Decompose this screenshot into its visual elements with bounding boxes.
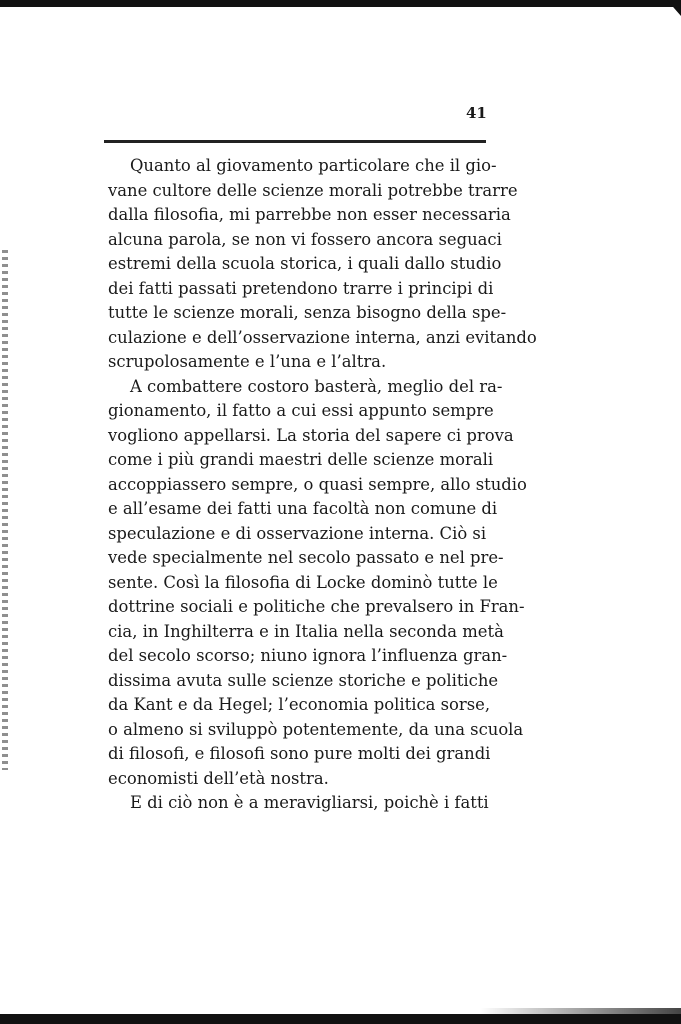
text-line: dottrine sociali e politiche che prevalsero in Fran-	[108, 597, 525, 616]
text-line: dalla filosofia, mi parrebbe non esser necessaria	[108, 205, 511, 224]
text-line: Quanto al giovamento particolare che il gio-	[130, 156, 497, 175]
text-line: speculazione e di osservazione interna. Ciò si	[108, 523, 487, 543]
text-line: scrupolosamente e l’una e l’altra.	[108, 352, 387, 371]
text-line: dei fatti passati pretendono trarre i principi di	[108, 278, 494, 298]
text-line: e all’esame dei fatti una facoltà non comune di	[108, 499, 498, 518]
text-line: o almeno si sviluppò potentemente, da una scuola	[108, 719, 524, 739]
text-line: dissima avuta sulle scienze storiche e politiche	[108, 670, 499, 690]
text-line: economisti dell’età nostra.	[108, 768, 329, 788]
text-line: A combattere costoro basterà, meglio del ra-	[130, 376, 503, 396]
scan-top-border	[0, 0, 681, 7]
text-line: tutte le scienze morali, senza bisogno della spe-	[108, 303, 507, 322]
text-line: di filosofi, e filosofi sono pure molti dei grandi	[108, 744, 491, 763]
text-line: come i più grandi maestri delle scienze morali	[108, 450, 494, 469]
text-line: accoppiassero sempre, o quasi sempre, allo studio	[108, 474, 527, 494]
text-line: culazione e dell’osservazione interna, anzi evitando	[108, 327, 537, 347]
text-line: sente. Così la filosofia di Locke dominò tutte le	[108, 572, 498, 592]
text-line: del secolo scorso; niuno ignora l’influenza gran-	[108, 646, 508, 665]
text-line: da Kant e da Hegel; l’economia politica sorse,	[108, 695, 491, 714]
page-number: 41	[466, 104, 487, 122]
text-line: alcuna parola, se non vi fossero ancora seguaci	[108, 229, 502, 249]
text-line: vogliono appellarsi. La storia del sapere ci prova	[108, 425, 514, 445]
text-line: cia, in Inghilterra e in Italia nella seconda metà	[108, 621, 504, 641]
text-line: E di ciò non è a meravigliarsi, poichè i fatti	[130, 793, 489, 812]
scan-bottom-border	[0, 1014, 681, 1024]
scan-binding-edge	[2, 250, 8, 770]
header-rule	[104, 140, 486, 143]
text-line: vede specialmente nel secolo passato e nel pre-	[108, 548, 504, 567]
text-line: estremi della scuola storica, i quali dallo studio	[108, 254, 502, 273]
text-line: gionamento, il fatto a cui essi appunto sempre	[108, 401, 494, 420]
text-line: vane cultore delle scienze morali potrebbe trarre	[108, 180, 518, 200]
